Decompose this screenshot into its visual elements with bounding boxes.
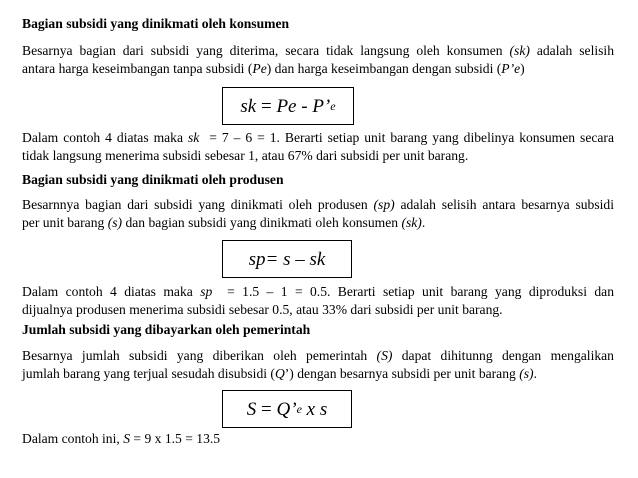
heading-pemerintah: Jumlah subsidi yang dibayarkan oleh pemerintah [22, 322, 311, 337]
paragraph-pemerintah-example [22, 430, 614, 448]
text-line: Dalam contoh 4 diatas maka sp = 1.5 – 1 = 0.5. Berarti setiap unit barang yang diproduksi dan [22, 284, 614, 299]
text-line: Besarnnya bagian dari subsidi yang dinikmati oleh produsen (sp) adalah selisih antara besarnya subsidi [22, 197, 614, 212]
text-line: per unit barang (s) dan bagian subsidi yang dinikmati oleh konsumen (sk). [22, 215, 426, 230]
paragraph-produsen-example [22, 283, 614, 319]
text-line: jumlah barang yang terjual sesudah disubsidi (Q’) dengan besarnya subsidi per unit barang (s). [22, 366, 537, 381]
formula-sp: sp= s – sk [222, 240, 352, 278]
text-line: dijualnya produsen menerima subsidi sebesar 0.5, atau 33% dari subsidi per unit barang. [22, 302, 503, 317]
text-line: Besarnya bagian dari subsidi yang diterima, secara tidak langsung oleh konsumen (sk) adalah selisih [22, 43, 614, 58]
formula-sk: sk = Pe - P’ e [222, 87, 354, 125]
heading-produsen: Bagian subsidi yang dinikmati oleh produsen [22, 172, 284, 187]
paragraph-konsumen-definition [22, 42, 614, 78]
text-line: tidak langsung menerima subsidi sebesar 1, atau 67% dari subsidi per unit barang. [22, 148, 469, 163]
formula-S: S = Q’ e x s [222, 390, 352, 428]
heading-konsumen: Bagian subsidi yang dinikmati oleh konsumen [22, 16, 290, 31]
paragraph-produsen-definition [22, 196, 614, 232]
text-line: Dalam contoh 4 diatas maka sk = 7 – 6 = 1. Berarti setiap unit barang yang dibelinya konsumen secara [22, 130, 614, 145]
text-line: antara harga keseimbangan tanpa subsidi (Pe) dan harga keseimbangan dengan subsidi (P’e) [22, 61, 525, 76]
text-line: Dalam contoh ini, S = 9 x 1.5 = 13.5 [22, 431, 221, 446]
paragraph-konsumen-example [22, 129, 614, 165]
paragraph-pemerintah-definition [22, 347, 614, 383]
text-line: Besarnya jumlah subsidi yang diberikan oleh pemerintah (S) dapat dihitunng dengan mengalikan [22, 348, 614, 363]
